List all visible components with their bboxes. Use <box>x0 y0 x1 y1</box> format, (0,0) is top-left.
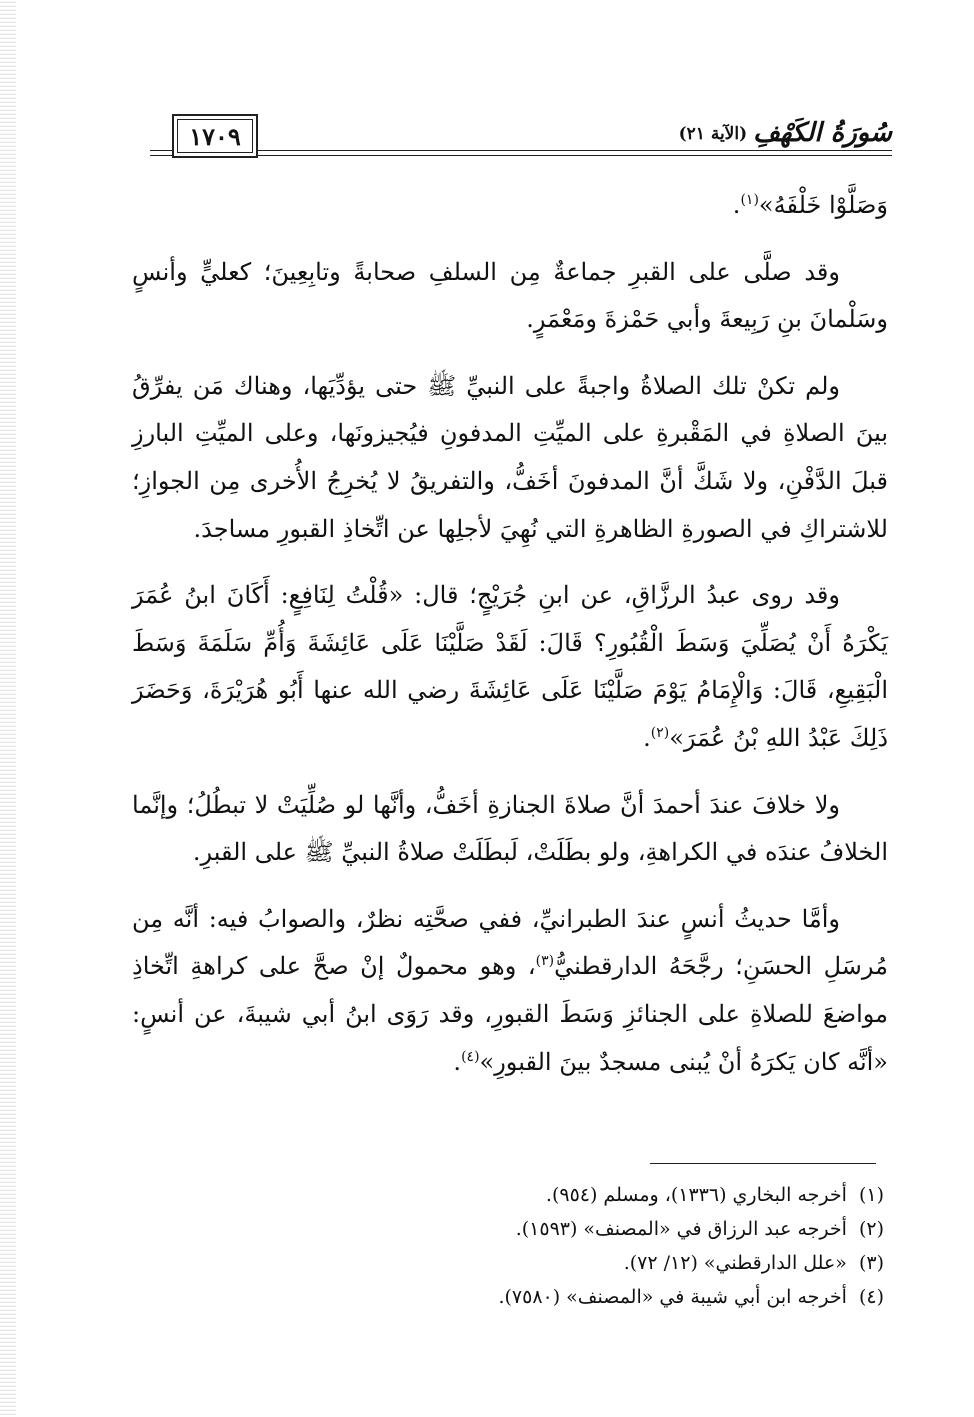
footnote-ref-3: (٣) <box>535 953 555 970</box>
paragraph-2: وقد صلَّى على القبرِ جماعةٌ مِن السلفِ صحابةً وتابِعِينَ؛ كعليٍّ وأنسٍ وسَلْمانَ بنِ رَبِيعةَ وأبي حَمْزةَ ومَعْمَرٍ. <box>132 257 888 334</box>
footnote-number: (٢) <box>858 1218 884 1240</box>
page-number: ١٧٠٩ <box>189 121 241 151</box>
footnote-ref-2: (٢) <box>650 724 670 741</box>
footnote-1 <box>124 1178 884 1212</box>
footnote-text: أخرجه البخاري (١٣٣٦)، ومسلم (٩٥٤). <box>545 1184 847 1206</box>
paragraph-3: ولم تكنْ تلك الصلاةُ واجبةً على النبيِّ ﷺ حتى يؤدِّيَها، وهناك مَن يفرِّقُ بينَ الصلاةِ في المَقْبرةِ على الميِّتِ المدفونِ فيُجيزونَها، وعلى الميِّتِ البارزِ قبلَ الدَّفْنِ، ولا شَكَّ أنَّ المدفونَ أخَفُّ، والتفريقُ لا يُخرِجُ الأُخرى مِن الجوازِ؛ للاشتراكِ في الصورةِ الظاهرةِ التي نُهِيَ لأجلِها عن اتِّخاذِ القبورِ مساجدَ. <box>132 371 888 543</box>
header-rule-upper <box>150 150 892 151</box>
footnote-3 <box>124 1246 884 1280</box>
paragraph-6: وأمَّا حديثُ أنسٍ عندَ الطبرانيِّ، ففي صحَّتِه نظرٌ، والصوابُ فيه: أنَّه مِن مُرسَلِ الحسَنِ؛ رجَّحَهُ الدارقطنيُّ$^{(٣)}$، وهو محمولٌ إنْ صحَّ على كراهةِ اتِّخاذِ مواضعَ للصلاةِ على الجنائزِ وَسَطَ القبورِ، وقد رَوَى ابنُ أبي شيبةَ، عن أنسٍ: «أنَّه كان يَكرَهُ أنْ يُبنى مسجدٌ بينَ القبورِ»$^{(٤)}$. <box>132 904 889 1076</box>
footnote-ref-4: (٤) <box>461 1048 480 1065</box>
footnotes <box>124 1178 884 1314</box>
scan-edge-artifact <box>0 0 16 1417</box>
footnote-number: (٤) <box>858 1286 884 1308</box>
footnote-number: (٣) <box>858 1252 884 1274</box>
footnote-number: (١) <box>858 1184 884 1206</box>
running-head <box>669 108 892 148</box>
paragraph-5: ولا خلافَ عندَ أحمدَ أنَّ صلاةَ الجنازةِ أخَفُّ، وأنَّها لو صُلِّيَتْ لا تبطُلُ؛ وإنَّما الخلافُ عندَه في الكراهةِ، ولو بطَلَتْ، لَبطَلَتْ صلاةُ النبيِّ ﷺ على القبرِ. <box>132 790 888 867</box>
footnote-4 <box>124 1280 884 1314</box>
paragraph-4: وقد روى عبدُ الرزَّاقِ، عن ابنِ جُرَيْجٍ؛ قال: «قُلْتُ لِنَافِعٍ: أَكَانَ ابنُ عُمَرَ يَكْرَهُ أَنْ يُصَلِّيَ وَسَطَ الْقُبُورِ؟ قَالَ: لَقَدْ صَلَّيْنَا عَلَى عَائِشَةَ وَأُمِّ سَلَمَةَ وَسَطَ الْبَقِيعِ، قَالَ: وَالْإِمَامُ يَوْمَ صَلَّيْنَا عَلَى عَائِشَةَ رضي الله عنها أَبُو هُرَيْرَةَ، وَحَضَرَ ذَلِكَ عَبْدُ اللهِ بْنُ عُمَرَ»$^{(٢)}$. <box>132 581 888 752</box>
body-text <box>132 182 888 1105</box>
footnote-ref-1: (١) <box>740 192 759 208</box>
paragraph-1: وَصَلَّوْا خَلْفَهُ»$^{(١)}$. <box>732 191 888 219</box>
footnote-text: أخرجه ابن أبي شيبة في «المصنف» (٧٥٨٠). <box>498 1286 847 1308</box>
footnote-text: «علل الدارقطني» (١٢/ ٧٢). <box>623 1252 847 1274</box>
footnote-separator <box>650 1163 876 1164</box>
footnote-text: أخرجه عبد الرزاق في «المصنف» (١٥٩٣). <box>515 1218 847 1240</box>
header-rule-lower <box>150 155 892 156</box>
verse-reference: (الآية ٢١) <box>678 124 748 144</box>
page-header <box>150 108 892 160</box>
footnote-2 <box>124 1212 884 1246</box>
surah-name: سُورَةُ الكَهْفِ <box>753 118 892 148</box>
page-number-box <box>172 114 258 158</box>
